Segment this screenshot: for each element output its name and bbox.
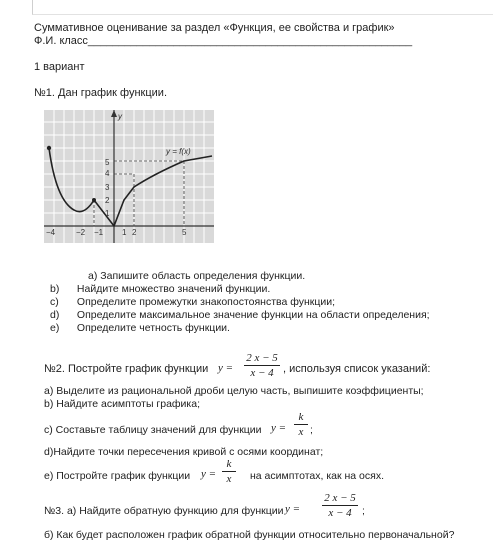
- task2-line-a: а) Выделите из рациональной дроби целую часть, выпишите коэффициенты;: [44, 385, 424, 397]
- worksheet-title: Суммативное оценивание за раздел «Функция, ее свойства и график»: [34, 22, 395, 34]
- x-tick: 2: [132, 228, 137, 237]
- item-label: e): [50, 322, 60, 334]
- y-tick: 5: [105, 158, 110, 167]
- fraction-bar: [322, 505, 358, 506]
- task1-item-e: [50, 322, 230, 334]
- item-text: Найдите множество значений функции.: [76, 283, 271, 295]
- fraction-lhs: y =: [285, 503, 301, 515]
- y-tick: 1: [105, 209, 110, 218]
- task2-line-c-after: ;: [310, 424, 313, 436]
- fraction-bar: [222, 471, 236, 472]
- x-tick: 1: [122, 228, 127, 237]
- item-label: a): [88, 270, 98, 282]
- task3-line-a-before: №3. а) Найдите обратную функцию для функции: [44, 505, 284, 517]
- task2-fraction-k-2: [222, 458, 236, 485]
- fraction-denominator: x − 4: [250, 367, 274, 379]
- task1-item-b: [50, 283, 270, 295]
- task2-intro-before: №2. Постройте график функции: [44, 363, 209, 375]
- y-tick: 4: [105, 169, 110, 178]
- y-axis-label: y: [118, 112, 122, 121]
- x-tick: −2: [76, 228, 86, 237]
- task2-line-e-before: е) Постройте график функции: [44, 470, 191, 482]
- task2-line-b: b) Найдите асимптоты графика;: [44, 398, 201, 410]
- item-text: Определите максимальное значение функции на области определения;: [76, 309, 430, 321]
- item-text: Определите четность функции.: [76, 322, 230, 334]
- fraction-denominator: x − 4: [328, 507, 352, 519]
- fraction-lhs: y =: [271, 422, 287, 434]
- task2-line-e-after: на асимптотах, как на осях.: [250, 470, 385, 482]
- y-tick: 3: [105, 183, 110, 192]
- variant-label: 1 вариант: [34, 61, 85, 73]
- fraction-lhs: y =: [201, 468, 217, 480]
- item-text: Запишите область определения функции.: [100, 270, 306, 282]
- item-label: d): [50, 309, 60, 321]
- fraction-denominator: x: [298, 426, 304, 438]
- fraction-bar: [244, 365, 280, 366]
- fraction-numerator: k: [226, 458, 232, 470]
- task2-fraction: [244, 352, 280, 379]
- y-tick: 2: [105, 196, 110, 205]
- fraction-bar: [294, 424, 308, 425]
- task2-line-d: d)Найдите точки пересечения кривой с осями координат;: [44, 446, 324, 458]
- task3-line-b: б) Как будет расположен график обратной функции относительно первоначальной?: [44, 529, 455, 541]
- task2-line-c-before: с) Составьте таблицу значений для функции: [44, 424, 262, 436]
- fraction-numerator: k: [298, 411, 304, 423]
- task1-item-a: [88, 270, 305, 282]
- function-graph: [44, 110, 214, 243]
- item-text: Определите промежутки знакопостоянства функции;: [76, 296, 336, 308]
- task1-heading: №1. Дан график функции.: [34, 87, 167, 99]
- task3-line-a-after: ;: [362, 505, 365, 517]
- x-tick: −4: [46, 228, 56, 237]
- x-tick: −1: [94, 228, 104, 237]
- task2-intro-after: , используя список указаний:: [283, 363, 431, 375]
- task1-item-c: [50, 296, 335, 308]
- task2-fraction-k: [294, 411, 308, 438]
- function-label: y = f(x): [166, 147, 191, 156]
- fraction-numerator: 2 x − 5: [246, 352, 278, 364]
- fraction-denominator: x: [226, 473, 232, 485]
- task3-fraction: [322, 492, 358, 519]
- x-tick: 5: [182, 228, 187, 237]
- item-label: b): [50, 283, 60, 295]
- item-label: c): [50, 296, 59, 308]
- top-border: [32, 0, 493, 15]
- fraction-numerator: 2 x − 5: [324, 492, 356, 504]
- task1-item-d: [50, 309, 430, 321]
- fraction-lhs: y =: [218, 362, 234, 374]
- name-class-line: Ф.И. класс_____________________________________________________: [34, 35, 413, 47]
